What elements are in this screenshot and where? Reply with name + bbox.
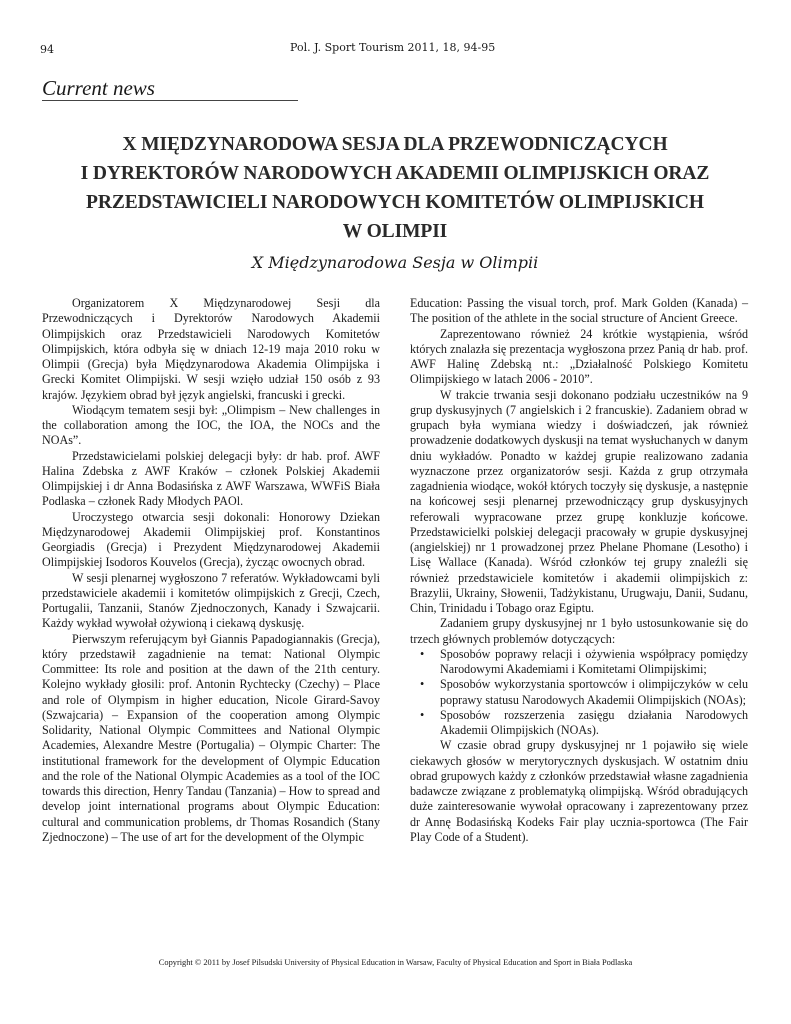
paragraph: Wiodącym tematem sesji był: „Olimpism – New challenges in the collaboration among the IOC, the IOA, the NOCs and the NOAs”. xyxy=(42,402,380,448)
paragraph: W czasie obrad grupy dyskusyjnej nr 1 pojawiło się wiele ciekawych głosów w merytorycznych dyskusjach. W ostatnim dniu obrad grupowych każdy z członków przedstawiał własne zagadnienia badawcze związane z problematyką olimpijską. Wśród obradujących duże zainteresowanie wywołał opracowany i zaprezentowany przez dr Annę Bodasińską Kodeks Fair play ucznia-sportowca (The Fair Play Code of a Student). xyxy=(410,738,748,844)
list-item xyxy=(420,646,748,678)
title-line: X MIĘDZYNARODOWA SESJA DLA PRZEWODNICZĄCYCH xyxy=(122,134,668,155)
list-item xyxy=(420,677,748,708)
paragraph: W sesji plenarnej wygłoszono 7 referatów. Wykładowcami byli przedstawiciele akademii i komitetów olimpijskich z Grecji, Czech, Portugalii, Tanzanii, Stanów Zjednoczonych, Kanady i Szwajcarii. Każdy wykład wywołał ożywioną i ciekawą dyskusję. xyxy=(42,570,380,631)
page-number: 94 xyxy=(40,43,54,56)
section-label: Current news xyxy=(42,76,155,100)
title-line: W OLIMPII xyxy=(342,221,448,242)
journal-reference: Pol. J. Sport Tourism 2011, 18, 94-95 xyxy=(290,41,496,54)
paragraph: Organizatorem X Międzynarodowej Sesji dla Przewodniczących i Dyrektorów Narodowych Akademii Olimpijskich oraz Przedstawicieli Narodowych Komitetów Olimpijskich, która odbyła się w dniach 12-19 maja 2010 roku w Olimpii (Grecja) była Międzynarodowa Akademia Olimpijska i Grecki Komitet Olimpijski. W sesji wzięło udział 150 osób z 93 krajów. Językiem obrad był język angielski, francuski i grecki. xyxy=(42,296,380,402)
copyright-footer: Copyright © 2011 by Josef Pilsudski University of Physical Education in Warsaw, Faculty of Physical Education and Sport in Biała Podlaska xyxy=(158,958,633,967)
list-item xyxy=(420,707,748,739)
article-title xyxy=(70,130,720,246)
bullet-icon: • xyxy=(420,677,425,692)
article-subtitle: X Międzynarodowa Sesja w Olimpii xyxy=(251,253,539,272)
title-line: PRZEDSTAWICIELI NARODOWYCH KOMITETÓW OLIMPIJSKICH xyxy=(86,192,704,213)
list-item-text: Sposobów wykorzystania sportowców i olimpijczyków w celu poprawy statusu Narodowych Akademii Olimpijskich (NOAs); xyxy=(440,677,748,707)
list-item-text: Sposobów poprawy relacji i ożywienia współpracy pomiędzy Narodowymi Akademiami i Komitetami Olimpijskimi; xyxy=(440,646,748,676)
paragraph-continuation: Education: Passing the visual torch, prof. Mark Golden (Kanada) – The position of the athlete in the social structure of Ancient Greece. xyxy=(410,296,748,326)
left-column xyxy=(42,296,380,845)
right-column xyxy=(410,296,748,845)
paragraph: W trakcie trwania sesji dokonano podziału uczestników na 9 grup dyskusyjnych (7 angielskich i 2 francuskie). Zadaniem obrad w grupach była wymiana wiedzy i doświadczeń, jak również prowadzenie dodatkowych dyskusji na temat wysłuchanych w danym dniu wykładów. Ponadto w każdej grupie realizowano zadania wyznaczone przez organizatorów sesji. Każda z grup otrzymała zagadnienia wiodące, wokół których toczyły się dyskusje, a następnie na końcowej sesji plenarnej przewodniczący grup dyskusyjnych referowali wypracowane przez grupę konkluzje końcowe. Przedstawicielki polskiej delegacji pracowały w grupie dyskusyjnej (angielskiej) nr 1 prowadzonej przez Phelane Phomane (Lesotho) i Lisę Wallace (Kanada). Wśród członków tej grupy znaleźli się również przedstawiciele komitetów i akademii olimpijskich z: Brazylii, Ukrainy, Słowenii, Tadżykistanu, Urugwaju, Danii, Sudanu, Chin, Trinidadu i Tobago oraz Egiptu. xyxy=(410,387,748,615)
title-line: I DYREKTORÓW NARODOWYCH AKADEMII OLIMPIJSKICH ORAZ xyxy=(80,163,710,184)
paragraph: Pierwszym referującym był Giannis Papadogiannakis (Grecja), który przedstawił zagadnienie na temat: National Olympic Committee: Its role and position at the dawn of the 21th century. Kolejno wykłady głosili: prof. Antonin Rychtecky (Czechy) – Place and role of Olympism in higher education, Nicole Girard-Savoy (Szwajcaria) – Expansion of the cooperation among Olympic Solidarity, National Olympic Committees and National Olympic Academies, Alexandre Mestre (Portugalia) – Olympic Charter: The institutional framework for the development of Olympic Education and the role of the National Olympic Academies as a tool of the IOC towards this direction, Henry Tandau (Tanzania) – How to spread and develop joint international programs about Olympic Education: cultural and communication problems, dr Thomas Rosandich (Stany Zjednoczone) – The use of art for the development of the Olympic xyxy=(42,631,380,844)
paragraph: Przedstawicielami polskiej delegacji były: dr hab. prof. AWF Halina Zdebska z AWF Kraków – członek Polskiej Akademii Olimpijskiej i dr Anna Bodasińska z AWF Warszawa, WWFiS Biała Podlaska – członek Rady Młodych PAOl. xyxy=(42,448,380,509)
paragraph: Zadaniem grupy dyskusyjnej nr 1 było ustosunkowanie się do trzech głównych problemów dotyczących: xyxy=(410,616,748,646)
paragraph: Zaprezentowano również 24 krótkie wystąpienia, wśród których znalazła się prezentacja wygłoszona przez Panią dr hab. prof. AWF Halinę Zdebską nt.: „Działalność Polskiego Komitetu Olimpijskiego w latach 2006 - 2010”. xyxy=(410,326,748,387)
paragraph: Uroczystego otwarcia sesji dokonali: Honorowy Dziekan Międzynarodowej Akademii Olimpijskiej prof. Konstantinos Georgiadis (Grecja) i Prezydent Międzynarodowej Akademii Olimpijskiej Isodoros Kouvelos (Grecja), życząc owocnych obrad. xyxy=(42,509,380,570)
list-item-text: Sposobów rozszerzenia zasięgu działania Narodowych Akademii Olimpijskich (NOAs). xyxy=(440,707,748,737)
bullet-icon: • xyxy=(420,707,425,722)
section-divider xyxy=(42,100,298,101)
bullet-icon: • xyxy=(420,646,425,661)
bullet-list xyxy=(410,647,748,739)
